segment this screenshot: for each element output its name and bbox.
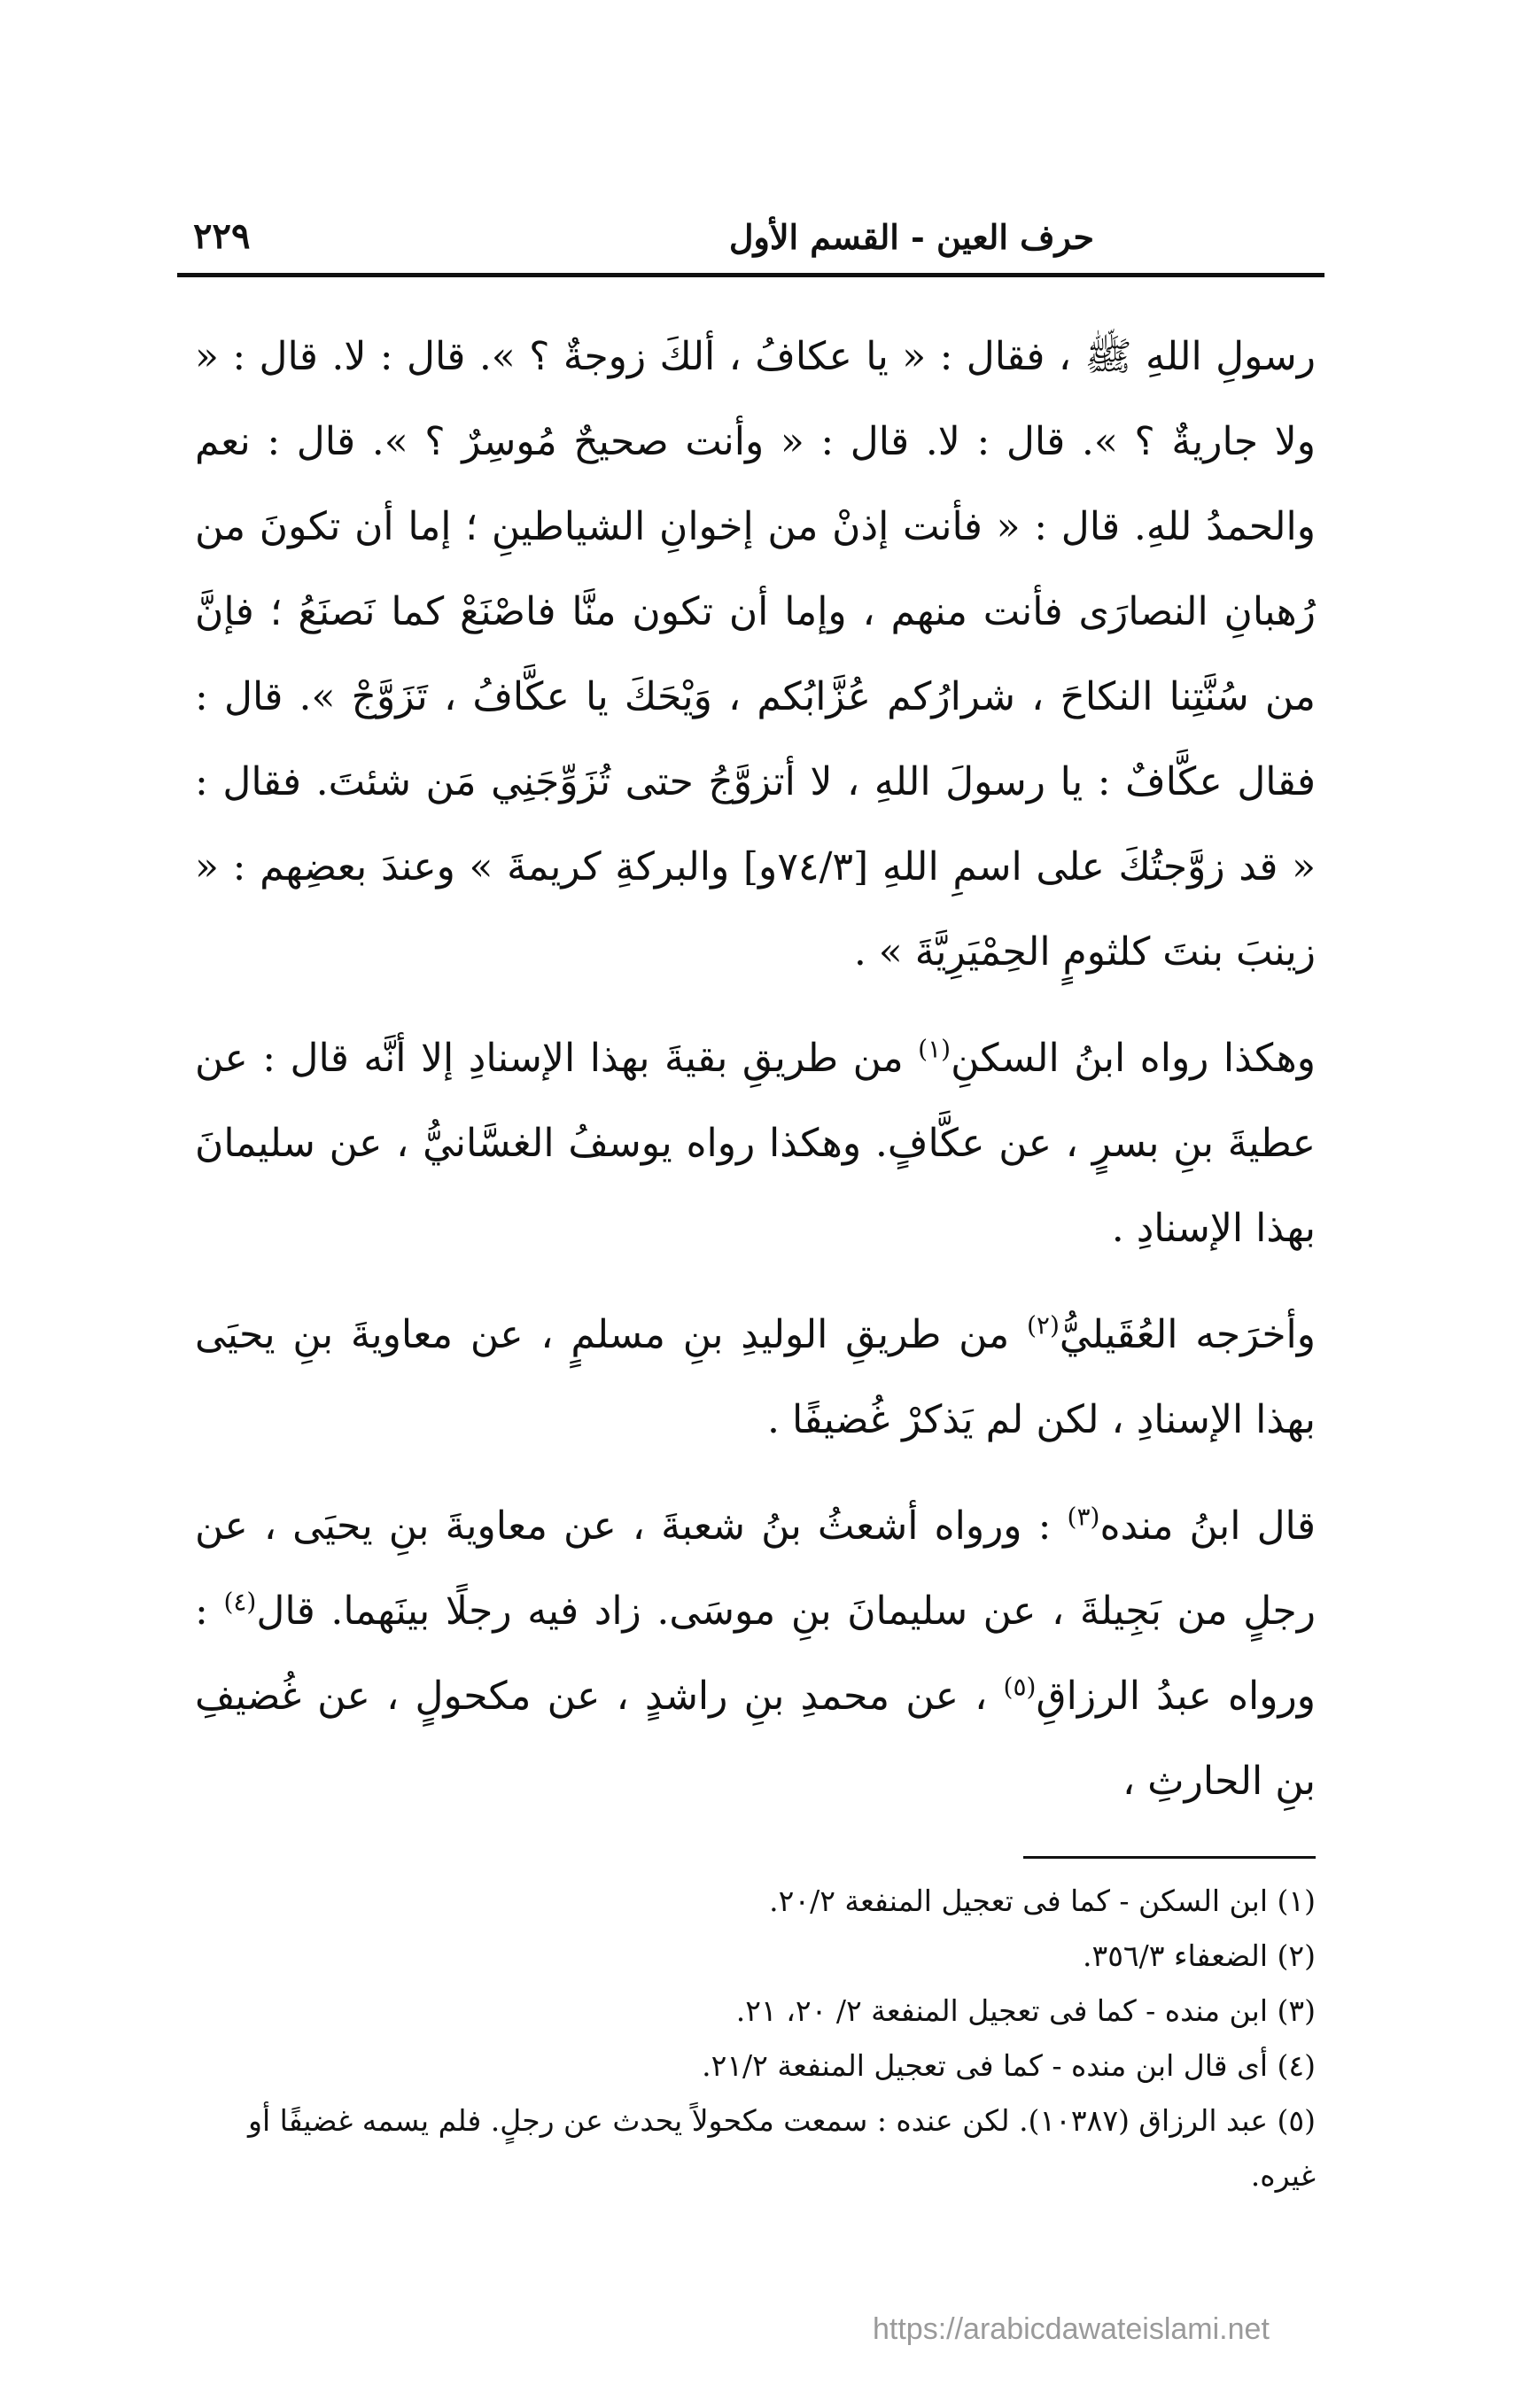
page-number: ٢٢٩	[193, 215, 251, 257]
footnote-ref: (١)	[918, 1034, 952, 1064]
paragraph-text: ، عن محمدِ بنِ راشدٍ ، عن مكحولٍ ، عن غُضيفِ بنِ الحارثِ ،	[195, 1674, 1316, 1804]
footnote-ref: (٤)	[223, 1587, 257, 1617]
footnotes	[195, 1874, 1316, 2203]
paragraph-2	[195, 1016, 1316, 1271]
paragraph-text: وأخرَجه العُقَيليُّ	[1059, 1312, 1316, 1357]
footnote-3: (٣) ابن منده - كما فى تعجيل المنفعة ٢/ ٢٠، ٢١.	[735, 1993, 1316, 2028]
footnote-2: (٢) الضعفاء ٣٥٦/٣.	[1082, 1938, 1316, 1973]
paragraph-text: قال ابنُ منده	[1099, 1503, 1316, 1549]
footnote-ref: (٢)	[1026, 1310, 1060, 1340]
running-header	[177, 199, 1324, 270]
watermark-url: https://arabicdawateislami.net	[873, 2312, 1270, 2346]
paragraph-text: من طريقِ بقيةَ بهذا الإسنادِ إلا أنَّه قال : عن عطيةَ بنِ بسرٍ ، عن عكَّافٍ. وهكذا رواه يوسفُ الغسَّانيُّ ، عن سليمانَ بهذا الإسنادِ .	[195, 1036, 1316, 1251]
paragraph-text: وهكذا رواه ابنُ السكنِ	[951, 1036, 1316, 1081]
header-title: حرف العين - القسم الأول	[728, 217, 1094, 257]
paragraph-text: من طريقِ الوليدِ بنِ مسلمٍ ، عن معاويةَ بنِ يحيَى بهذا الإسنادِ ، لكن لم يَذكرْ غُضيفًا .	[195, 1312, 1316, 1442]
footnote-1: (١) ابن السكن - كما فى تعجيل المنفعة ٢٠/٢.	[769, 1884, 1316, 1918]
paragraph-3	[195, 1293, 1316, 1463]
header-rule	[177, 273, 1324, 277]
paragraph-1	[195, 315, 1316, 995]
main-text	[195, 315, 1316, 1824]
footnote-separator	[1023, 1856, 1316, 1859]
footnote-ref: (٥)	[1003, 1672, 1037, 1702]
paragraph-text: : ورواه عبدُ الرزاقِ	[195, 1589, 1316, 1719]
paragraph-text: رسولِ اللهِ ﷺ ، فقال : « يا عكافُ ، ألكَ زوجةٌ ؟ ». قال : لا. قال : « ولا جاريةٌ ؟ ». قال : لا. قال : « وأنت صحيحٌ مُوسِرٌ ؟ ». قال : نعم والحمدُ للهِ. قال : « فأنت إذنْ من إخوانِ الشياطينِ ؛ إما أن تكونَ من رُهبانِ النصارَى فأنت منهم ، وإما أن تكون منَّا فاصْنَعْ كما نَصنَعُ ؛ فإنَّ من سُنَّتِنا النكاحَ ، شرارُكم عُزَّابُكم ، وَيْحَكَ يا عكَّافُ ، تَزَوَّجْ ». قال : فقال عكَّافٌ : يا رسولَ اللهِ ، لا أتزوَّجُ حتى تُزَوِّجَنِي مَن شئتَ. فقال : « قد زوَّجتُكَ على اسمِ اللهِ [٧٤/٣و] والبركةِ كريمةَ » وعندَ بعضِهم : « زينبَ بنتَ كلثومٍ الحِمْيَرِيَّةَ » .	[195, 334, 1316, 975]
footnote-4: (٤) أى قال ابن منده - كما فى تعجيل المنفعة ٢١/٢.	[702, 2048, 1316, 2083]
paragraph-4	[195, 1484, 1316, 1824]
footnote-ref: (٣)	[1067, 1502, 1100, 1532]
footnote-5: (٥) عبد الرزاق (١٠٣٨٧). لكن عنده : سمعت مكحولاً يحدث عن رجلٍ. فلم يسمه غضيفًا أو غيره.	[248, 2103, 1316, 2193]
paragraph-text: : ورواه أشعثُ بنُ شعبةَ ، عن معاويةَ بنِ يحيَى ، عن رجلٍ من بَجِيلةَ ، عن سليمانَ بنِ موسَى. زاد فيه رجلًا بينَهما. قال	[195, 1503, 1316, 1634]
